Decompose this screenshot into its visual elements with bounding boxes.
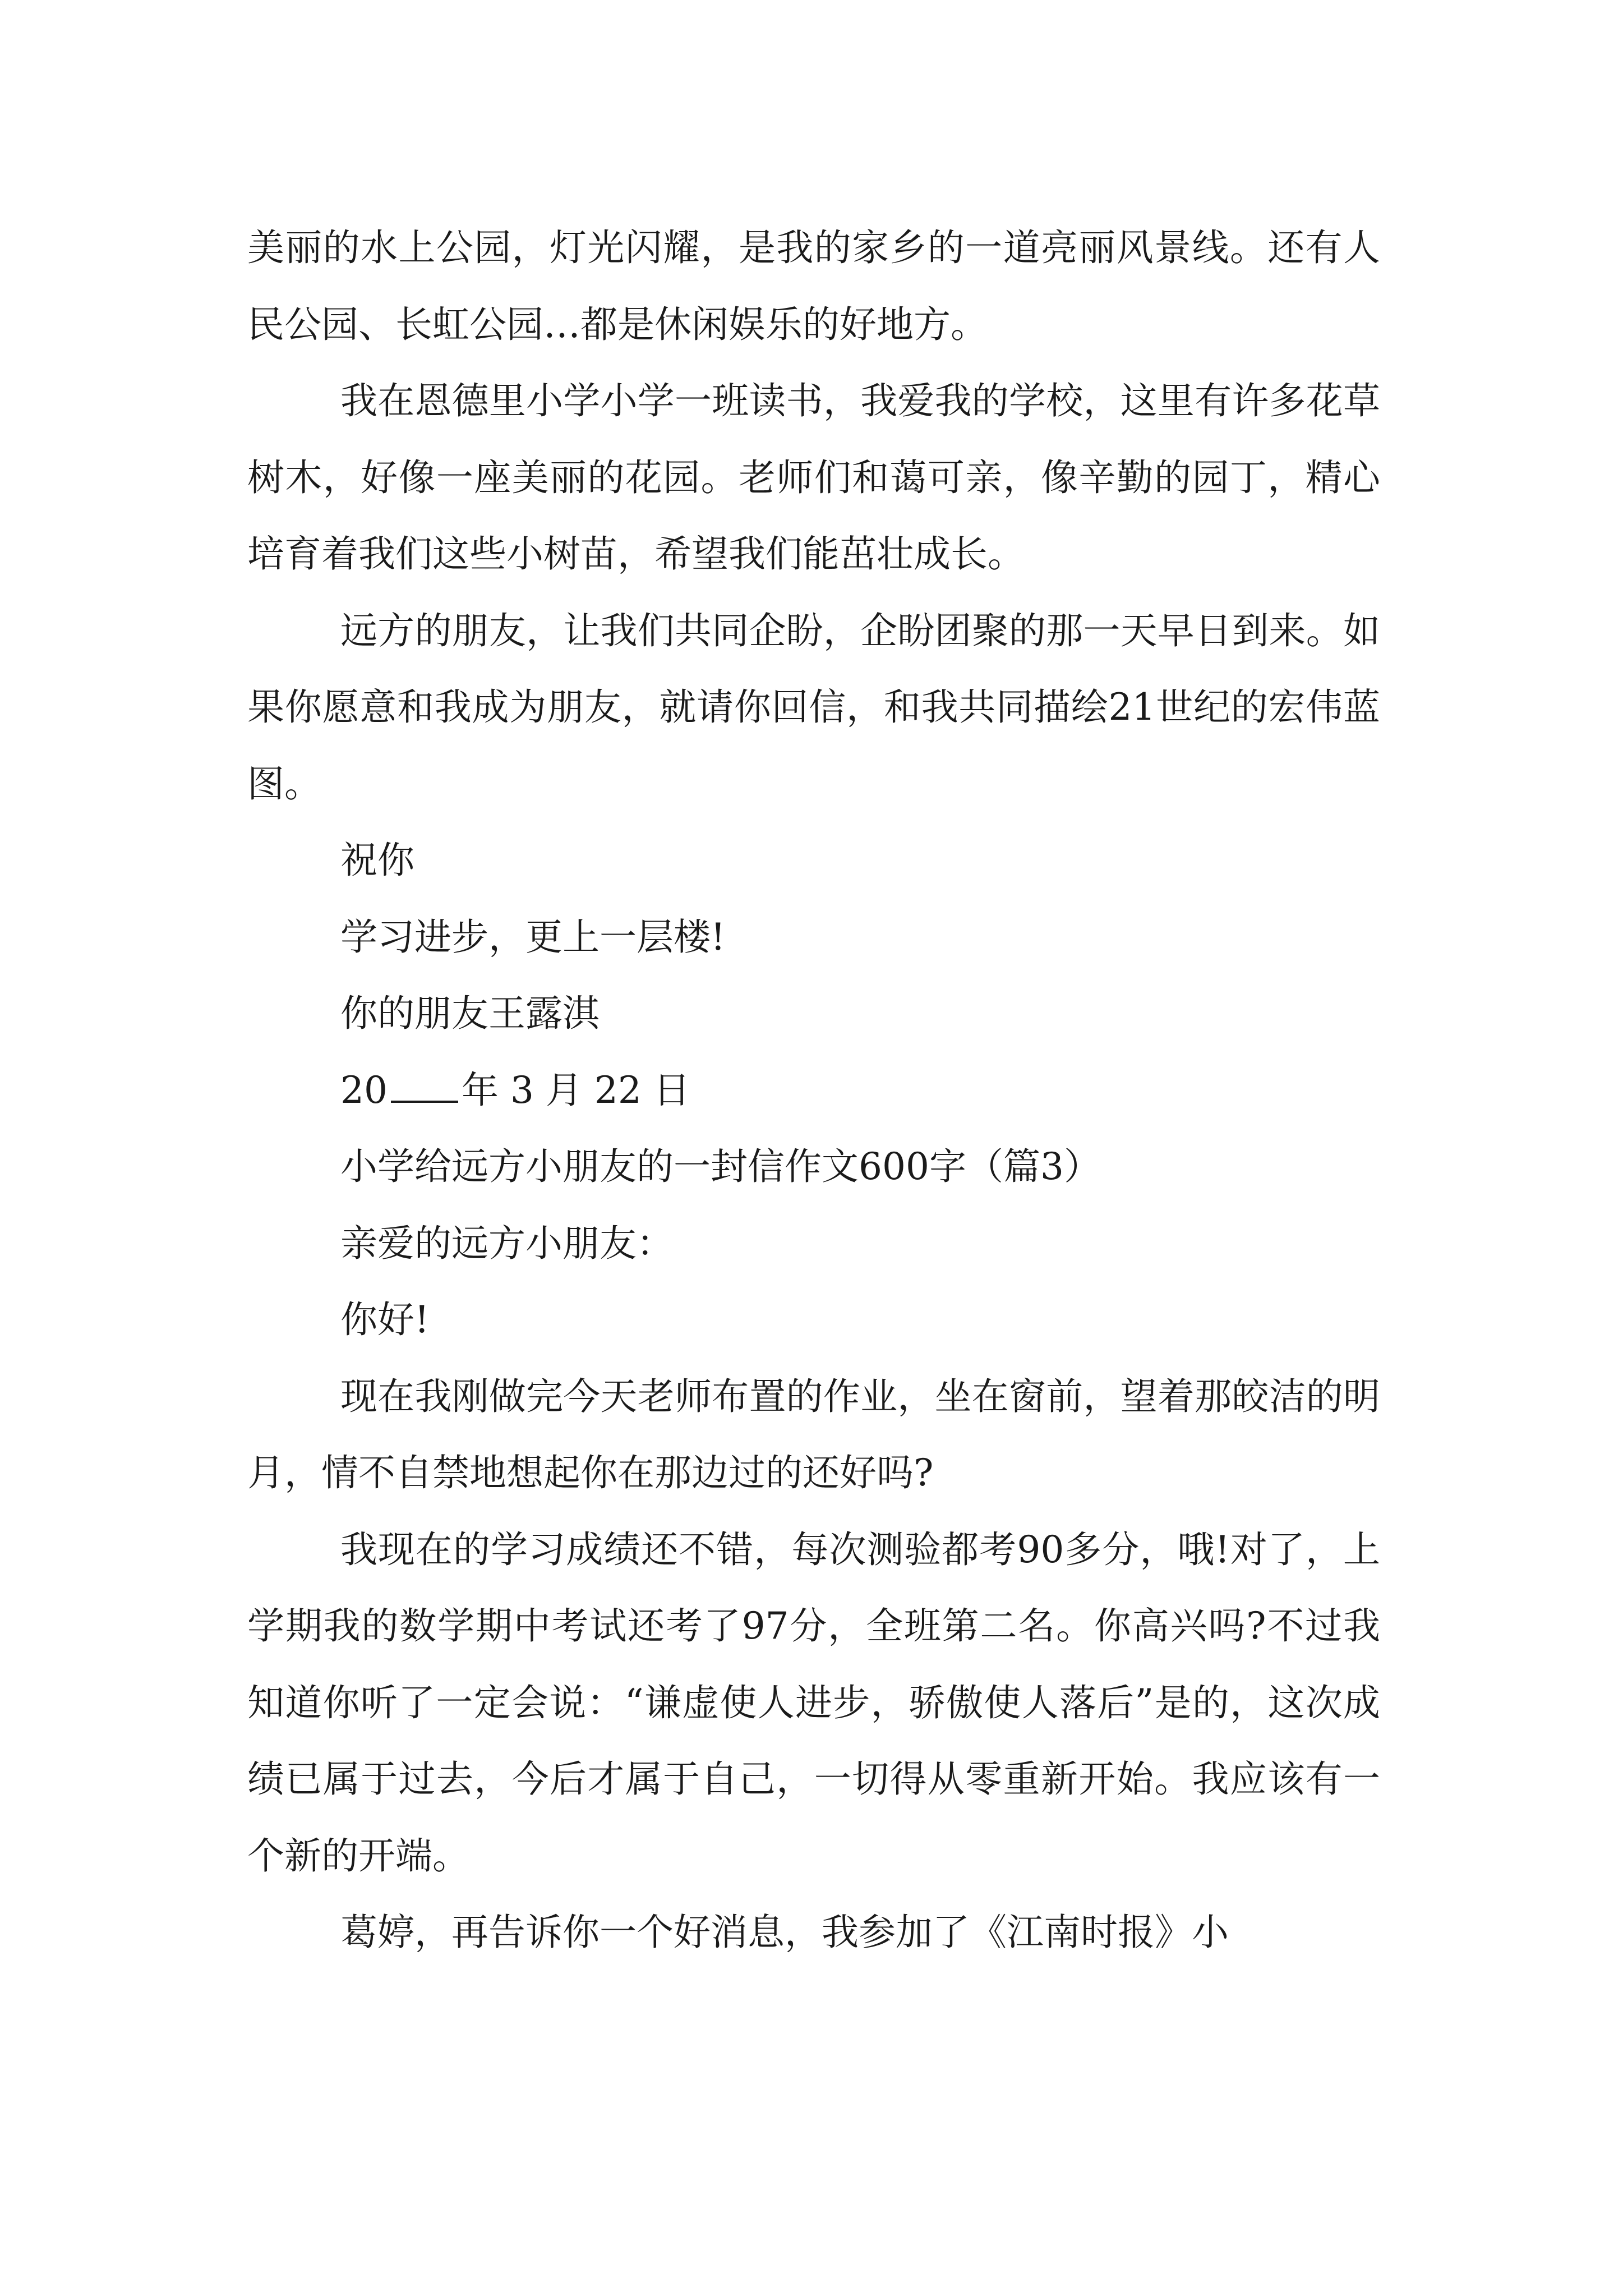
paragraph-grades: 我现在的学习成绩还不错，每次测验都考90多分，哦!对了，上学期我的数学期中考试还考了97分，全班第二名。你高兴吗?不过我知道你听了一定会说：“谦虚使人进步，骄傲使人落后”是的，这次成绩已属于过去，今后才属于自己，一切得从零重新开始。我应该有一个新的开端。 — [247, 1527, 1380, 1878]
closing-blessing: 学习进步，更上一层楼! — [340, 915, 726, 959]
salutation: 亲爱的远方小朋友： — [340, 1221, 674, 1265]
date-rest: 年 3 月 22 日 — [461, 1068, 690, 1112]
date-line — [247, 1052, 1380, 1129]
greeting: 你好! — [340, 1298, 430, 1341]
date-year-prefix: 20 — [340, 1068, 388, 1112]
paragraph-news: 葛婷，再告诉你一个好消息，我参加了《江南时报》小 — [340, 1911, 1229, 1954]
paragraph-friendship: 远方的朋友，让我们共同企盼，企盼团聚的那一天早日到来。如果你愿意和我成为朋友，就请你回信，和我共同描绘21世纪的宏伟蓝图。 — [247, 609, 1380, 806]
paragraph-school: 我在恩德里小学小学一班读书，我爱我的学校，这里有许多花草树木，好像一座美丽的花园。老师们和蔼可亲，像辛勤的园丁，精心培育着我们这些小树苗，希望我们能茁壮成长。 — [247, 379, 1380, 576]
essay-title: 小学给远方小朋友的一封信作文600字（篇3） — [340, 1145, 1101, 1188]
letter-body — [247, 210, 1380, 1971]
paragraph-park: 美丽的水上公园，灯光闪耀，是我的家乡的一道亮丽风景线。还有人民公园、长虹公园…都是休闲娱乐的好地方。 — [247, 226, 1380, 346]
closing-wish: 祝你 — [340, 839, 414, 882]
signature: 你的朋友王露淇 — [340, 992, 600, 1035]
paragraph-homework: 现在我刚做完今天老师布置的作业，坐在窗前，望着那皎洁的明月，情不自禁地想起你在那边过的还好吗? — [247, 1374, 1380, 1494]
date-blank-underline — [391, 1069, 458, 1103]
